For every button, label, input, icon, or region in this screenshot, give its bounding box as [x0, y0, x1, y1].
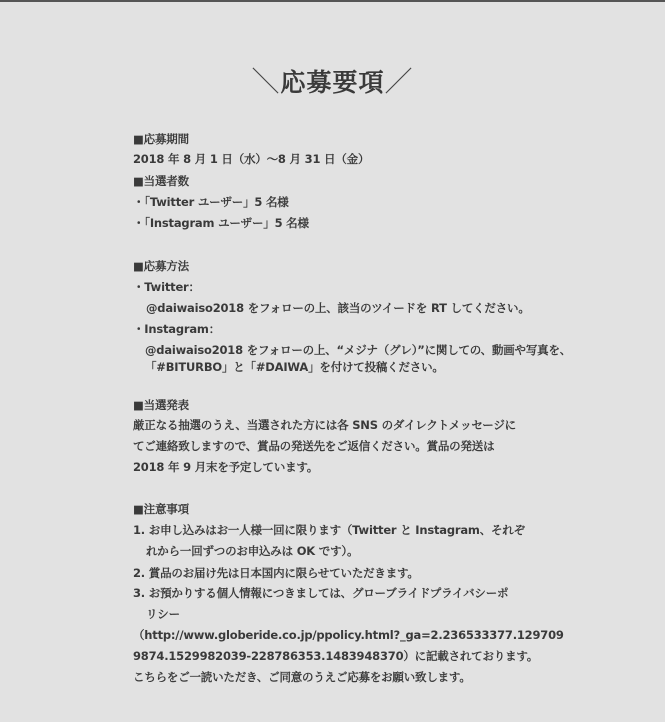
- announcement-line: 2018 年 9 月末を予定しています。: [133, 460, 319, 474]
- notes-line: れから一回ずつのお申込みは OK です）。: [146, 544, 359, 558]
- method-instagram-label: ・Instagram：: [133, 322, 221, 336]
- method-instagram-text: @daiwaiso2018 をフォローの上、“メジナ（グレ）”に関しての、動画や写真を、: [145, 343, 572, 357]
- period-text: 2018 年 8 月 1 日（水）～8 月 31 日（金）: [133, 152, 370, 166]
- winners-item: ・「Twitter ユーザー」5 名様: [133, 195, 289, 209]
- notes-line: リシー: [146, 607, 180, 621]
- winners-heading: ■当選者数: [133, 174, 189, 188]
- method-heading: ■応募方法: [133, 259, 189, 273]
- privacy-policy-link[interactable]: （http://www.globeride.co.jp/ppolicy.html?_ga=2.236533377.129709: [133, 628, 564, 642]
- period-heading: ■応募期間: [133, 132, 189, 146]
- notes-line: 3. お預かりする個人情報につきましては、グローブライドプライバシーポ: [133, 586, 509, 600]
- title-slash-right: ／: [384, 65, 414, 98]
- title-text: 応募要項: [280, 68, 385, 97]
- notes-line: 2. 賞品のお届け先は日本国内に限らせていただきます。: [133, 566, 419, 580]
- announcement-line: てご連絡致しますので、賞品の発送先をご返信ください。賞品の発送は: [133, 439, 495, 453]
- page-title: [0, 60, 665, 100]
- top-border: [0, 0, 665, 2]
- notes-line: 1. お申し込みはお一人様一回に限ります（Twitter と Instagram、それぞ: [133, 523, 525, 537]
- announcement-line: 厳正なる抽選のうえ、当選された方には各 SNS のダイレクトメッセージに: [133, 418, 516, 432]
- notes-heading: ■注意事項: [133, 502, 189, 516]
- method-instagram-text: 「#BITURBO」と「#DAIWA」を付けて投稿ください。: [145, 360, 444, 374]
- notes-line: 9874.1529982039-228786353.1483948370）に記載されております。: [133, 649, 539, 663]
- announcement-heading: ■当選発表: [133, 398, 189, 412]
- winners-item: ・「Instagram ユーザー」5 名様: [133, 216, 309, 230]
- title-slash-left: ＼: [251, 65, 281, 98]
- method-twitter-label: ・Twitter：: [133, 280, 200, 294]
- notes-line: こちらをご一読いただき、ご同意のうえご応募をお願い致します。: [133, 670, 471, 684]
- method-twitter-text: @daiwaiso2018 をフォローの上、該当のツイードを RT してください。: [146, 301, 530, 315]
